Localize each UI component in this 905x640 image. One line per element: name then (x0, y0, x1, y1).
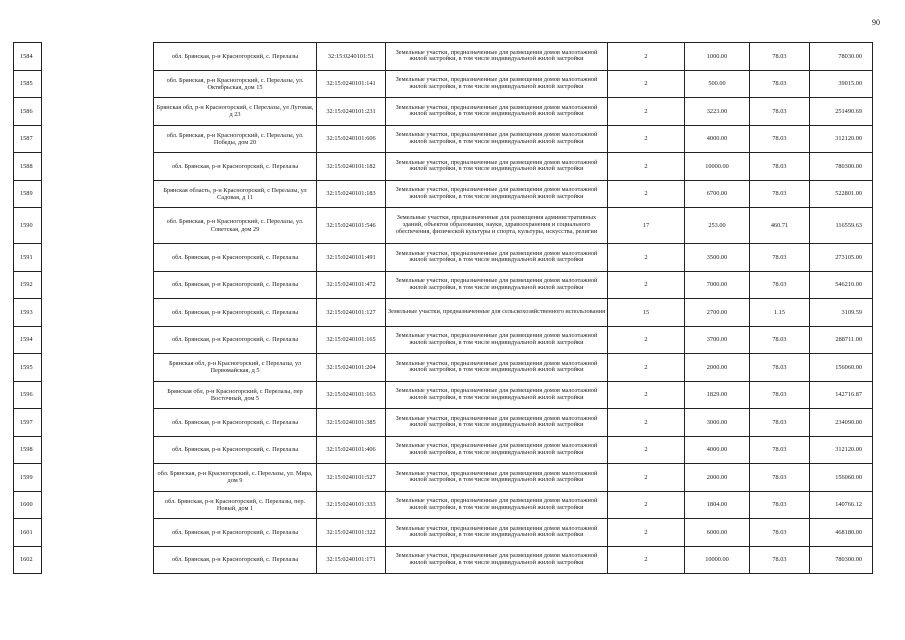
blank-cell (42, 546, 154, 574)
cadastral-number-cell: 32:15:0240101:182 (317, 153, 386, 181)
table-row (14, 409, 873, 437)
cadastral-number-cell: 32:15:0240101:546 (317, 208, 386, 244)
land-use-type-cell: Земельные участки, предназначенные для размещения домов малоэтажной жилой застройки, в том числе индивидуальной жилой застройки (386, 354, 608, 382)
cadastral-number-cell: 32:15:0240101:406 (317, 436, 386, 464)
area-cell: 2000.00 (685, 464, 750, 492)
address-cell: обл. Брянская, р-н Красногорский, с. Перелазы, ул. Победы, дом 20 (154, 125, 317, 153)
table-row (14, 464, 873, 492)
table-row (14, 244, 873, 272)
group-cell: 2 (608, 464, 685, 492)
cadastral-number-cell: 32:15:0240101:165 (317, 326, 386, 354)
blank-cell (42, 381, 154, 409)
land-use-type-cell: Земельные участки, предназначенные для размещения домов малоэтажной жилой застройки, в том числе индивидуальной жилой застройки (386, 464, 608, 492)
row-number: 1596 (14, 381, 42, 409)
rate-cell: 78.03 (750, 354, 810, 382)
cadastral-value-cell: 156060.00 (810, 354, 873, 382)
blank-cell (42, 436, 154, 464)
row-number: 1600 (14, 491, 42, 519)
land-use-type-cell: Земельные участки, предназначенные для размещения домов малоэтажной жилой застройки, в том числе индивидуальной жилой застройки (386, 153, 608, 181)
row-number: 1597 (14, 409, 42, 437)
address-cell: обл. Брянская, р-н Красногорский, с. Перелазы (154, 244, 317, 272)
group-cell: 2 (608, 491, 685, 519)
row-number: 1591 (14, 244, 42, 272)
area-cell: 10000.00 (685, 546, 750, 574)
rate-cell: 78.03 (750, 271, 810, 299)
address-cell: обл. Брянская, р-н Красногорский, с. Перелазы (154, 519, 317, 547)
blank-cell (42, 491, 154, 519)
area-cell: 10000.00 (685, 153, 750, 181)
cadastral-number-cell: 32:15:0240101:333 (317, 491, 386, 519)
cadastral-value-cell: 288711.00 (810, 326, 873, 354)
cadastral-number-cell: 32:15:0240101:171 (317, 546, 386, 574)
group-cell: 2 (608, 153, 685, 181)
blank-cell (42, 409, 154, 437)
row-number: 1587 (14, 125, 42, 153)
rate-cell: 78.03 (750, 519, 810, 547)
area-cell: 6000.00 (685, 519, 750, 547)
address-cell: обл. Брянская, р-н Красногорский, с. Перелазы (154, 153, 317, 181)
cadastral-number-cell: 32:15:0240101:51 (317, 43, 386, 71)
group-cell: 17 (608, 208, 685, 244)
table-row (14, 381, 873, 409)
rate-cell: 78.03 (750, 125, 810, 153)
cadastral-value-cell: 522801.00 (810, 180, 873, 208)
cadastral-value-cell: 3109.59 (810, 299, 873, 327)
cadastral-value-cell: 468180.00 (810, 519, 873, 547)
land-use-type-cell: Земельные участки, предназначенные для размещения домов малоэтажной жилой застройки, в том числе индивидуальной жилой застройки (386, 546, 608, 574)
area-cell: 1000.00 (685, 43, 750, 71)
cadastral-number-cell: 32:15:0240101:472 (317, 271, 386, 299)
area-cell: 3500.00 (685, 244, 750, 272)
cadastral-value-cell: 546210.00 (810, 271, 873, 299)
row-number: 1602 (14, 546, 42, 574)
rate-cell: 78.03 (750, 244, 810, 272)
row-number: 1593 (14, 299, 42, 327)
table-row (14, 70, 873, 98)
cadastral-value-cell: 251490.69 (810, 98, 873, 126)
cadastral-number-cell: 32:15:0240101:606 (317, 125, 386, 153)
area-cell: 4000.00 (685, 436, 750, 464)
land-use-type-cell: Земельные участки, предназначенные для размещения домов малоэтажной жилой застройки, в том числе индивидуальной жилой застройки (386, 180, 608, 208)
group-cell: 2 (608, 125, 685, 153)
cadastral-value-cell: 780300.00 (810, 153, 873, 181)
group-cell: 2 (608, 98, 685, 126)
cadastral-number-cell: 32:15:0240101:491 (317, 244, 386, 272)
row-number: 1586 (14, 98, 42, 126)
cadastral-number-cell: 32:15:0240101:127 (317, 299, 386, 327)
address-cell: обл. Брянская, р-н Красногорский, с. Перелазы (154, 43, 317, 71)
area-cell: 7000.00 (685, 271, 750, 299)
rate-cell: 78.03 (750, 98, 810, 126)
group-cell: 2 (608, 436, 685, 464)
cadastral-value-cell: 312120.00 (810, 436, 873, 464)
table-row (14, 98, 873, 126)
address-cell: Брянская область, р-н Красногорский, с Перелазы, ул Садовая, д 11 (154, 180, 317, 208)
group-cell: 2 (608, 326, 685, 354)
rate-cell: 78.03 (750, 43, 810, 71)
land-use-type-cell: Земельные участки, предназначенные для размещения домов малоэтажной жилой застройки, в том числе индивидуальной жилой застройки (386, 409, 608, 437)
row-number: 1595 (14, 354, 42, 382)
row-number: 1585 (14, 70, 42, 98)
cadastral-number-cell: 32:15:0240101:141 (317, 70, 386, 98)
area-cell: 2700.00 (685, 299, 750, 327)
table-row (14, 180, 873, 208)
area-cell: 3700.00 (685, 326, 750, 354)
table-row (14, 326, 873, 354)
land-use-type-cell: Земельные участки, предназначенные для размещения домов малоэтажной жилой застройки, в том числе индивидуальной жилой застройки (386, 271, 608, 299)
area-cell: 4000.00 (685, 125, 750, 153)
cadastral-number-cell: 32:15:0240101:163 (317, 381, 386, 409)
row-number: 1584 (14, 43, 42, 71)
cadastral-value-cell: 140766.12 (810, 491, 873, 519)
address-cell: обл. Брянская, р-н Красногорский, с. Перелазы, ул. Октябрьская, дом 15 (154, 70, 317, 98)
table-row (14, 208, 873, 244)
address-cell: обл. Брянская, р-н Красногорский, с. Перелазы (154, 546, 317, 574)
group-cell: 2 (608, 244, 685, 272)
cadastral-value-cell: 234090.00 (810, 409, 873, 437)
cadastral-value-cell: 78030.00 (810, 43, 873, 71)
row-number: 1588 (14, 153, 42, 181)
blank-cell (42, 180, 154, 208)
rate-cell: 78.03 (750, 464, 810, 492)
row-number: 1592 (14, 271, 42, 299)
rate-cell: 78.03 (750, 70, 810, 98)
table-row (14, 299, 873, 327)
group-cell: 2 (608, 546, 685, 574)
address-cell: Брянская обл, р-н Красногорский, с Перелазы, ул Луговая, д 23 (154, 98, 317, 126)
rate-cell: 460.71 (750, 208, 810, 244)
rate-cell: 78.03 (750, 491, 810, 519)
group-cell: 2 (608, 70, 685, 98)
page-number: 90 (872, 18, 880, 27)
cadastral-value-cell: 142716.87 (810, 381, 873, 409)
address-cell: Брянская обл, р-н Красногорский, с Перелазы, пер Восточный, дом 5 (154, 381, 317, 409)
group-cell: 2 (608, 381, 685, 409)
cadastral-value-cell: 312120.00 (810, 125, 873, 153)
cadastral-value-table (13, 42, 873, 574)
blank-cell (42, 354, 154, 382)
row-number: 1599 (14, 464, 42, 492)
rate-cell: 78.03 (750, 409, 810, 437)
rate-cell: 1.15 (750, 299, 810, 327)
land-use-type-cell: Земельные участки, предназначенные для размещения домов малоэтажной жилой застройки, в том числе индивидуальной жилой застройки (386, 381, 608, 409)
area-cell: 3223.00 (685, 98, 750, 126)
table-row (14, 271, 873, 299)
rate-cell: 78.03 (750, 381, 810, 409)
land-use-type-cell: Земельные участки, предназначенные для размещения административных зданий, объектов образования, науки, здравоохранения и социального обеспечения, физической культуры и спорта, культуры, искусства, религии (386, 208, 608, 244)
address-cell: обл. Брянская, р-н Красногорский, с. Перелазы (154, 409, 317, 437)
address-cell: обл. Брянская, р-н Красногорский, с. Перелазы, пер. Новый, дом 1 (154, 491, 317, 519)
cadastral-value-cell: 273105.00 (810, 244, 873, 272)
table-row (14, 519, 873, 547)
address-cell: обл. Брянская, р-н Красногорский, с. Перелазы, ул. Советская, дом 29 (154, 208, 317, 244)
rate-cell: 78.03 (750, 436, 810, 464)
address-cell: обл. Брянская, р-н Красногорский, с. Перелазы, ул. Мира, дом 9 (154, 464, 317, 492)
group-cell: 15 (608, 299, 685, 327)
cadastral-number-cell: 32:15:0240101:385 (317, 409, 386, 437)
table-row (14, 43, 873, 71)
blank-cell (42, 244, 154, 272)
row-number: 1589 (14, 180, 42, 208)
land-use-type-cell: Земельные участки, предназначенные для размещения домов малоэтажной жилой застройки, в том числе индивидуальной жилой застройки (386, 491, 608, 519)
table-row (14, 546, 873, 574)
land-use-type-cell: Земельные участки, предназначенные для сельскохозяйственного использования (386, 299, 608, 327)
row-number: 1590 (14, 208, 42, 244)
land-use-type-cell: Земельные участки, предназначенные для размещения домов малоэтажной жилой застройки, в том числе индивидуальной жилой застройки (386, 98, 608, 126)
address-cell: обл. Брянская, р-н Красногорский, с. Перелазы (154, 271, 317, 299)
cadastral-number-cell: 32:15:0240101:204 (317, 354, 386, 382)
table-row (14, 125, 873, 153)
table-row (14, 436, 873, 464)
area-cell: 253.00 (685, 208, 750, 244)
group-cell: 2 (608, 43, 685, 71)
cadastral-number-cell: 32:15:0240101:527 (317, 464, 386, 492)
group-cell: 2 (608, 271, 685, 299)
land-use-type-cell: Земельные участки, предназначенные для размещения домов малоэтажной жилой застройки, в том числе индивидуальной жилой застройки (386, 43, 608, 71)
land-use-type-cell: Земельные участки, предназначенные для размещения домов малоэтажной жилой застройки, в том числе индивидуальной жилой застройки (386, 244, 608, 272)
area-cell: 1804.00 (685, 491, 750, 519)
rate-cell: 78.03 (750, 153, 810, 181)
cadastral-value-cell: 156060.00 (810, 464, 873, 492)
row-number: 1598 (14, 436, 42, 464)
row-number: 1601 (14, 519, 42, 547)
group-cell: 2 (608, 409, 685, 437)
area-cell: 3000.00 (685, 409, 750, 437)
blank-cell (42, 43, 154, 71)
cadastral-number-cell: 32:15:0240101:183 (317, 180, 386, 208)
address-cell: обл. Брянская, р-н Красногорский, с. Перелазы (154, 299, 317, 327)
land-use-type-cell: Земельные участки, предназначенные для размещения домов малоэтажной жилой застройки, в том числе индивидуальной жилой застройки (386, 436, 608, 464)
area-cell: 500.00 (685, 70, 750, 98)
address-cell: обл. Брянская, р-н Красногорский, с. Перелазы (154, 326, 317, 354)
blank-cell (42, 519, 154, 547)
cadastral-number-cell: 32:15:0240101:231 (317, 98, 386, 126)
cadastral-value-cell: 780300.00 (810, 546, 873, 574)
rate-cell: 78.03 (750, 180, 810, 208)
blank-cell (42, 271, 154, 299)
rate-cell: 78.03 (750, 546, 810, 574)
group-cell: 2 (608, 180, 685, 208)
rate-cell: 78.03 (750, 326, 810, 354)
land-use-type-cell: Земельные участки, предназначенные для размещения домов малоэтажной жилой застройки, в том числе индивидуальной жилой застройки (386, 519, 608, 547)
table-row (14, 491, 873, 519)
blank-cell (42, 98, 154, 126)
land-use-type-cell: Земельные участки, предназначенные для размещения домов малоэтажной жилой застройки, в том числе индивидуальной жилой застройки (386, 70, 608, 98)
blank-cell (42, 208, 154, 244)
land-use-type-cell: Земельные участки, предназначенные для размещения домов малоэтажной жилой застройки, в том числе индивидуальной жилой застройки (386, 125, 608, 153)
area-cell: 6700.00 (685, 180, 750, 208)
blank-cell (42, 153, 154, 181)
land-use-type-cell: Земельные участки, предназначенные для размещения домов малоэтажной жилой застройки, в том числе индивидуальной жилой застройки (386, 326, 608, 354)
area-cell: 1829.00 (685, 381, 750, 409)
group-cell: 2 (608, 519, 685, 547)
table-row (14, 153, 873, 181)
blank-cell (42, 464, 154, 492)
address-cell: обл. Брянская, р-н Красногорский, с. Перелазы (154, 436, 317, 464)
blank-cell (42, 326, 154, 354)
blank-cell (42, 125, 154, 153)
group-cell: 2 (608, 354, 685, 382)
cadastral-number-cell: 32:15:0240101:322 (317, 519, 386, 547)
address-cell: Брянская обл, р-н Красногорский, с Перелазы, ул Первомайская, д 5 (154, 354, 317, 382)
cadastral-value-cell: 39015.00 (810, 70, 873, 98)
blank-cell (42, 70, 154, 98)
cadastral-value-cell: 116559.63 (810, 208, 873, 244)
table-row (14, 354, 873, 382)
row-number: 1594 (14, 326, 42, 354)
blank-cell (42, 299, 154, 327)
area-cell: 2000.00 (685, 354, 750, 382)
